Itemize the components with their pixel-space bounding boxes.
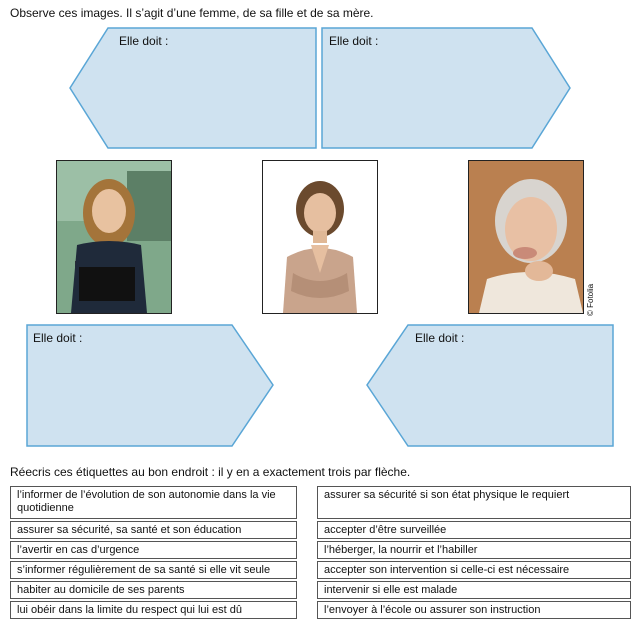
label-right-6: l’envoyer à l’école ou assurer son instruction [317,601,631,619]
label-left-5: habiter au domicile de ses parents [10,581,297,599]
label-right-1: assurer sa sécurité si son état physique le requiert [317,486,631,519]
photo-woman [262,160,378,314]
photo-elderly-woman [468,160,584,314]
arrow-label-top-right: Elle doit : [329,34,379,48]
label-right-2: accepter d’être surveillée [317,521,631,539]
instruction-text: Observe ces images. Il s’agit d’une femme, de sa fille et de sa mère. [10,6,374,20]
arrow-bottom-right[interactable] [367,325,613,446]
label-right-4: accepter son intervention si celle-ci est nécessaire [317,561,631,579]
arrow-label-top-left: Elle doit : [119,34,169,48]
label-left-1: l’informer de l’évolution de son autonomie dans la vie quotidienne [10,486,297,519]
label-left-4: s’informer régulièrement de sa santé si elle vit seule [10,561,297,579]
label-left-2: assurer sa sécurité, sa santé et son éducation [10,521,297,539]
arrow-label-bottom-right: Elle doit : [415,331,465,345]
label-left-6: lui obéir dans la limite du respect qui lui est dû [10,601,297,619]
arrow-label-bottom-left: Elle doit : [33,331,83,345]
photo-credit: © Fotolia [586,283,595,316]
arrow-top-left[interactable] [70,28,316,148]
label-right-5: intervenir si elle est malade [317,581,631,599]
photo-girl [56,160,172,314]
task-text: Réecris ces étiquettes au bon endroit : il y en a exactement trois par flèche. [10,465,411,479]
label-right-3: l’héberger, la nourrir et l’habiller [317,541,631,559]
label-left-3: l’avertir en cas d’urgence [10,541,297,559]
